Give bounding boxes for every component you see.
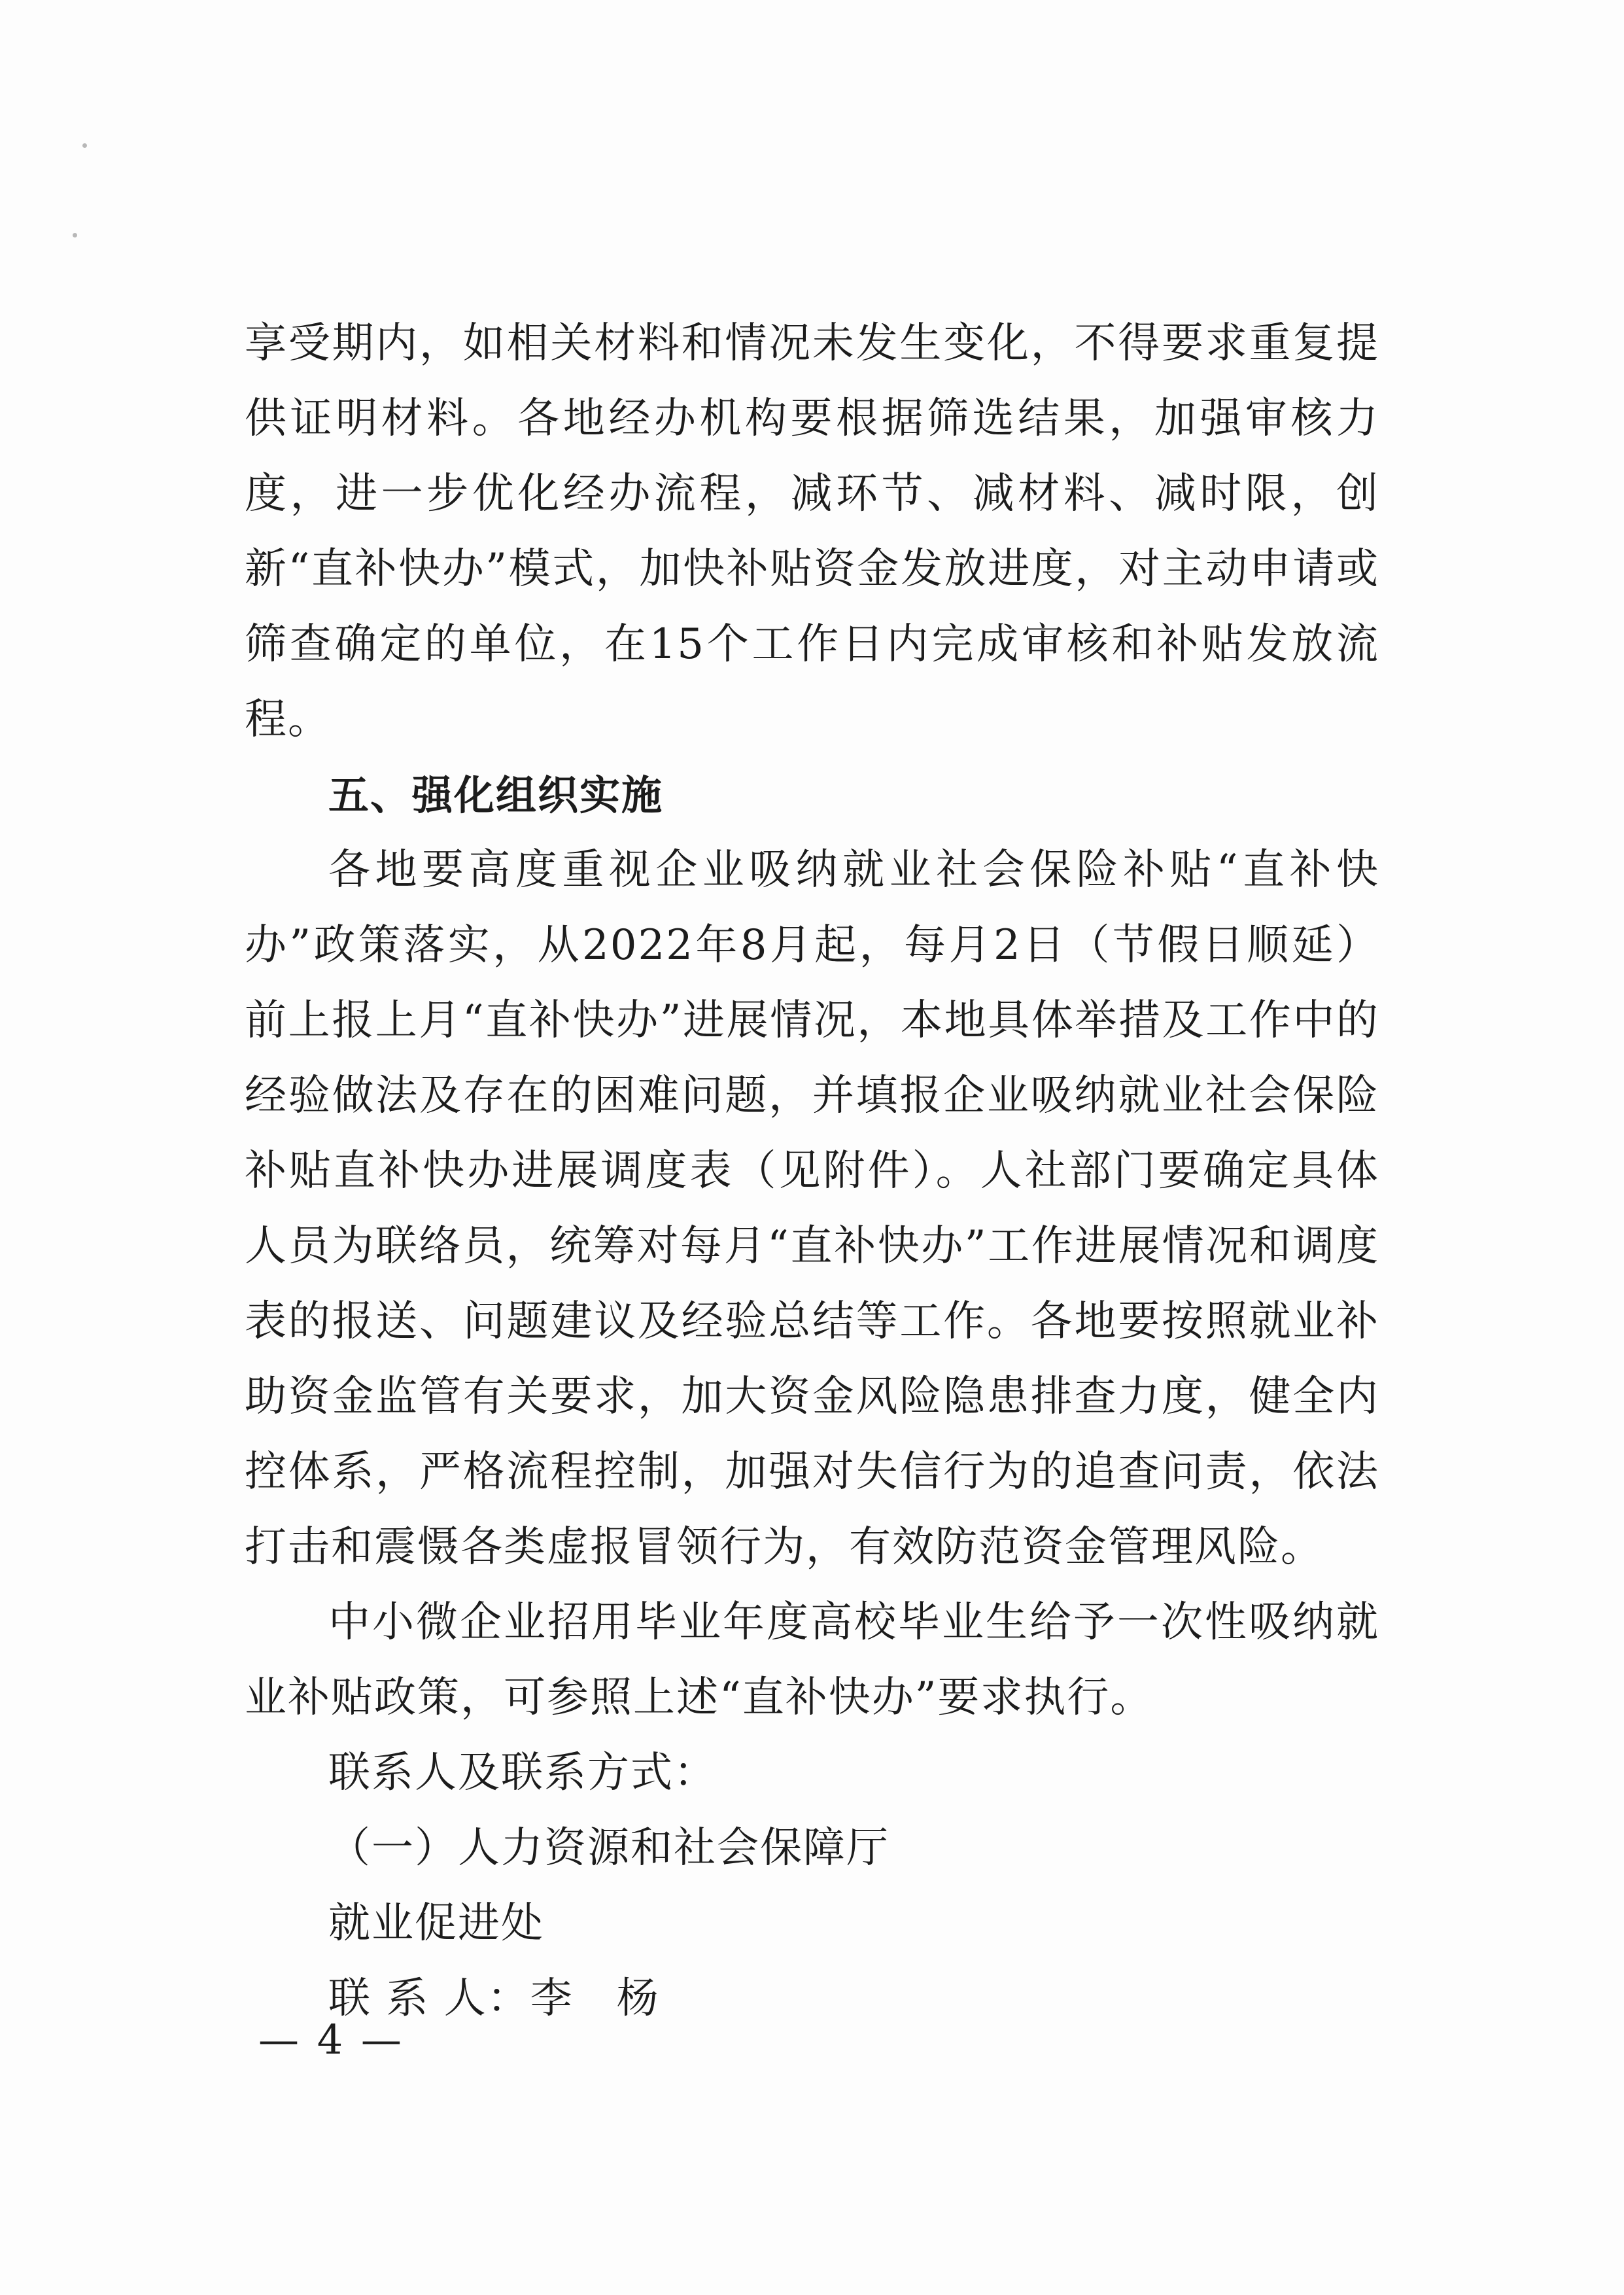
section-heading: 五、强化组织实施 xyxy=(328,771,664,819)
body-paragraph: 中小微企业招用毕业年度高校毕业生给予一次性吸纳就业补贴政策，可参照上述“直补快办”要求执行。 xyxy=(245,1598,1379,1722)
contact-department: 就业促进处 xyxy=(328,1899,544,1948)
contact-intro: 联系人及联系方式： xyxy=(328,1749,717,1797)
scan-speck xyxy=(82,143,87,148)
contact-organization: （一）人力资源和社会保障厅 xyxy=(328,1824,890,1872)
document-body xyxy=(245,306,1379,2037)
contact-person: 联 系 人：李 杨 xyxy=(328,1974,660,2023)
body-paragraph: 各地要高度重视企业吸纳就业社会保险补贴“直补快办”政策落实，从2022年8月起，每月2日（节假日顺延）前上报上月“直补快办”进展情况，本地具体举措及工作中的经验做法及存在的困难问题，并填报企业吸纳就业社会保险补贴直补快办进展调度表（见附件）。人社部门要确定具体人员为联络员，统筹对每月“直补快办”工作进展情况和调度表的报送、问题建议及经验总结等工作。各地要按照就业补助资金监管有关要求，加大资金风险隐患排查力度，健全内控体系，严格流程控制，加强对失信行为的追查问责，依法打击和震慑各类虚报冒领行为，有效防范资金管理风险。 xyxy=(245,846,1379,1571)
body-paragraph-continuation: 享受期内，如相关材料和情况未发生变化，不得要求重复提供证明材料。各地经办机构要根据筛选结果，加强审核力度，进一步优化经办流程，减环节、减材料、减时限，创新“直补快办”模式，加快补贴资金发放进度，对主动申请或筛查确定的单位，在15个工作日内完成审核和补贴发放流程。 xyxy=(245,319,1379,744)
page-number: — 4 — xyxy=(258,2016,404,2063)
scan-speck xyxy=(73,233,77,237)
